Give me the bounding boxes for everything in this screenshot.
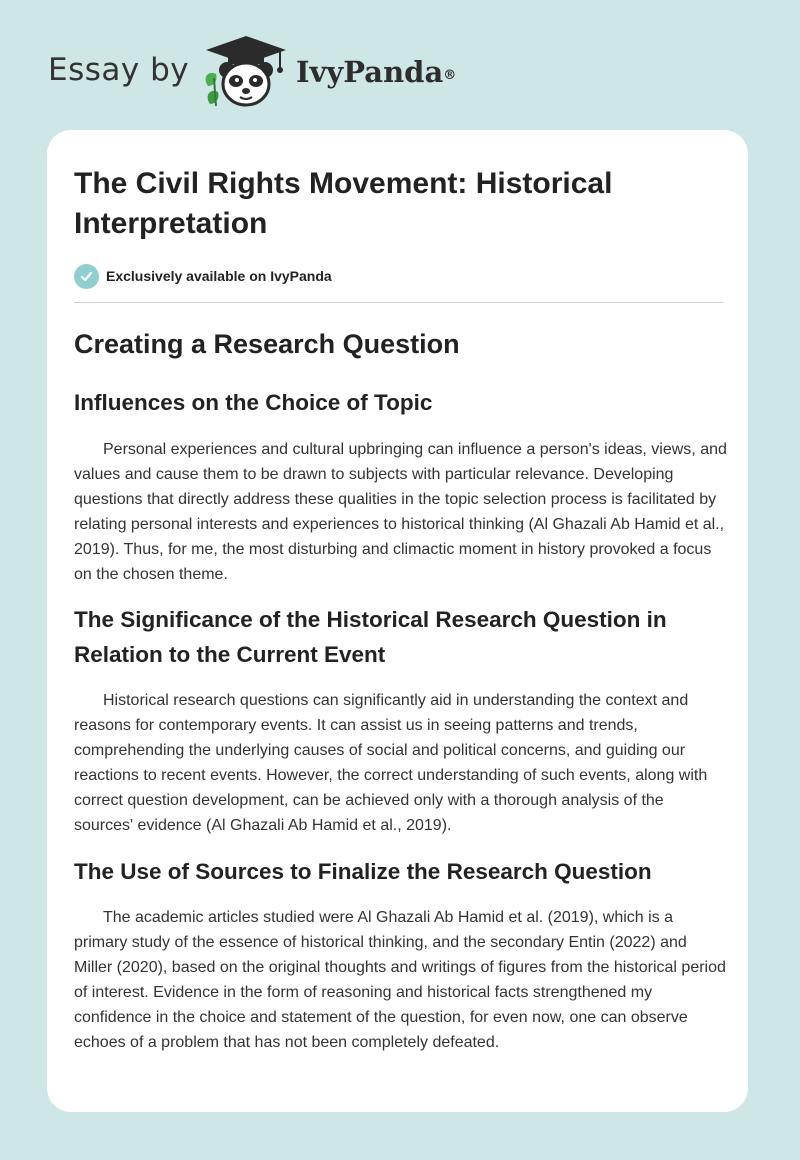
paragraph: Personal experiences and cultural upbringing can influence a person's ideas, views, and values and cause them to be drawn to subjects with particular relevance. Developing questions that directly address these qualities in the topic selection process is facilitated by relating personal interests and experiences to historical thinking (Al Ghazali Ab Hamid et al., 2019). Thus, for me, the most disturbing and climactic moment in history provoked a focus on the chosen theme. <box>74 441 727 583</box>
exclusive-badge <box>74 263 332 289</box>
subsection-heading: The Use of Sources to Finalize the Research Question <box>74 859 652 884</box>
document-title: The Civil Rights Movement: Historical Interpretation <box>74 167 613 240</box>
badge-text: Exclusively available on IvyPanda <box>106 268 332 284</box>
subsection-heading: Influences on the Choice of Topic <box>74 390 433 415</box>
subsection-heading: The Significance of the Historical Research Question in Relation to the Current Event <box>74 607 667 667</box>
paragraph: The academic articles studied were Al Ghazali Ab Hamid et al. (2019), which is a primary study of the essence of historical thinking, and the secondary Entin (2022) and Miller (2020), based on the original thoughts and writings of figures from the historical period of interest. Evidence in the form of reasoning and historical facts strengthened my confidence in the choice and statement of the question, for even now, one can observe echoes of a problem that has not been completely defeated. <box>74 909 726 1051</box>
registered-mark: ® <box>443 68 457 83</box>
section-heading: Creating a Research Question <box>74 329 460 359</box>
essay-by-label: Essay by <box>48 52 190 88</box>
divider <box>74 302 723 303</box>
brand-name-text: IvyPanda <box>296 55 444 89</box>
site-header <box>0 0 800 130</box>
panda-logo-icon[interactable] <box>200 34 292 108</box>
check-circle-icon <box>74 264 99 289</box>
document-card <box>47 130 748 1112</box>
brand-name[interactable] <box>296 52 456 92</box>
paragraph: Historical research questions can significantly aid in understanding the context and reasons for contemporary events. It can assist us in seeing patterns and trends, comprehending the underlying causes of social and political concerns, and guiding our reactions to recent events. However, the correct understanding of such events, along with correct question development, can be achieved only with a thorough analysis of the sources' evidence (Al Ghazali Ab Hamid et al., 2019). <box>74 692 708 834</box>
